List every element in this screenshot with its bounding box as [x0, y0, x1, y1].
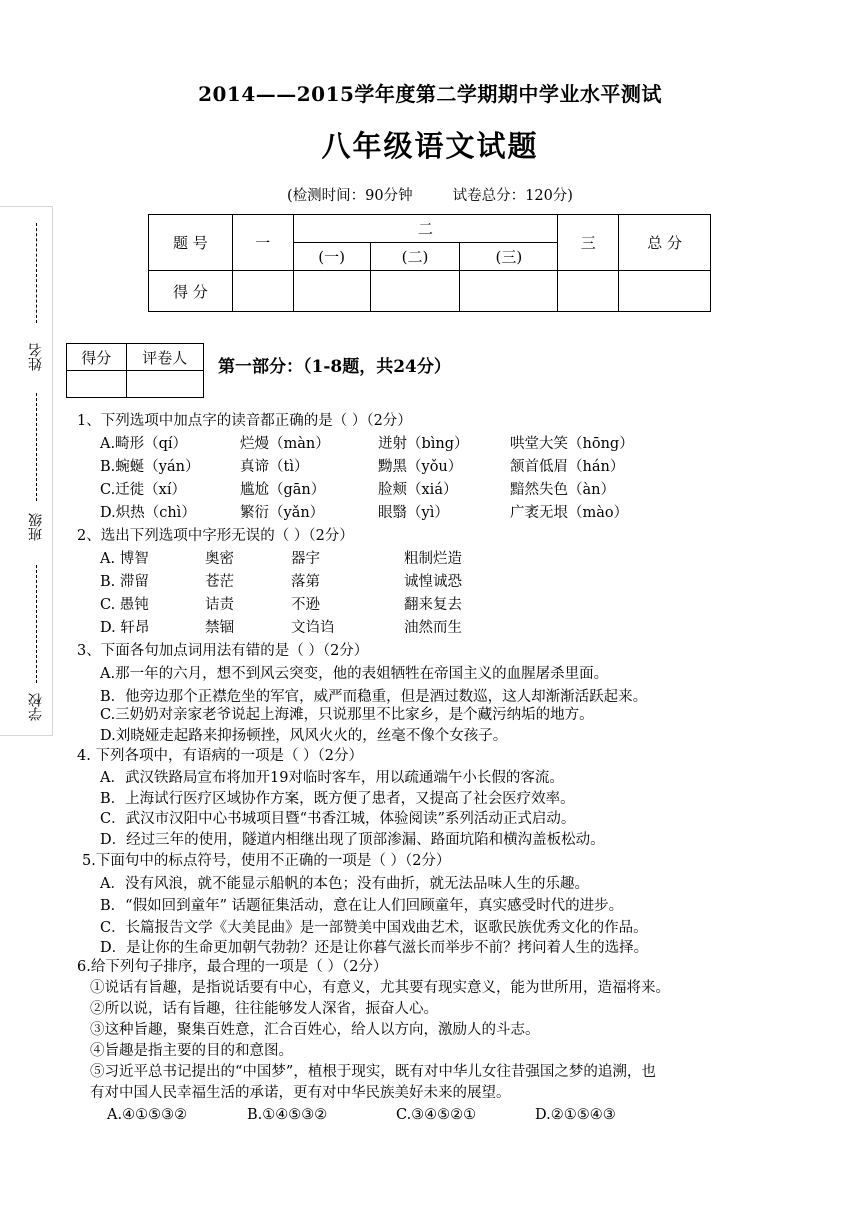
exam-total: 试卷总分：120分)	[452, 188, 573, 204]
q2-cell: 奥密	[205, 551, 234, 567]
score-cell[interactable]	[370, 271, 460, 312]
q3-option-d: D.刘晓娅走起路来抑扬顿挫，风风火火的，丝毫不像个女孩子。	[100, 728, 508, 744]
name-label: 姓名	[28, 343, 44, 371]
q1-cell: 脸颊（xiá）	[378, 482, 458, 498]
score-row-label: 得 分	[149, 271, 233, 312]
section-1-header: 一	[232, 215, 293, 271]
rater-name-cell[interactable]	[126, 371, 203, 398]
q6-sentence: 有对中国人民幸福生活的承诺，更有对中华民族美好未来的展望。	[90, 1085, 511, 1101]
class-label: 班级	[28, 513, 44, 541]
q1-cell: 颔首低眉（hán）	[510, 459, 625, 475]
q1-cell: A.畸形（qí）	[100, 436, 187, 452]
q2-cell: 文诌诌	[291, 620, 335, 636]
q1-cell: 真谛（tì）	[240, 459, 309, 475]
q2-cell: 诚惶诚恐	[404, 574, 462, 590]
score-cell[interactable]	[619, 271, 711, 312]
q1-cell: 烂熳（màn）	[240, 436, 330, 452]
q2-cell: 诘责	[205, 597, 234, 613]
q2-cell: 不逊	[291, 597, 320, 613]
q2-cell: 器宇	[291, 551, 320, 567]
q1-cell: 尴尬（gān）	[240, 482, 326, 498]
question-number-header: 题 号	[149, 215, 233, 271]
score-cell[interactable]	[558, 271, 619, 312]
exam-header: 2014——2015学年度第二学期期中学业水平测试	[198, 82, 662, 106]
question-5-stem: 5.下面句中的标点符号，使用不正确的一项是（ ）（2分）	[82, 853, 451, 869]
total-header: 总 分	[619, 215, 711, 271]
q2-cell: C. 愚钝	[100, 597, 149, 613]
q1-cell: 黝黑（yǒu）	[378, 459, 463, 475]
score-cell[interactable]	[293, 271, 370, 312]
q1-cell: 繁衍（yǎn）	[240, 505, 325, 521]
part-1-heading: 第一部分：（1-8题，共24分）	[218, 357, 451, 377]
rater-table	[66, 343, 204, 398]
q1-cell: 黯然失色（àn）	[510, 482, 615, 498]
q2-cell: 油然而生	[404, 620, 462, 636]
section-2-header: 二	[293, 215, 558, 243]
q2-cell: 禁锢	[205, 620, 234, 636]
q2-cell: 翻来复去	[404, 597, 462, 613]
q5-option-b: B．“假如回到童年” 话题征集活动，意在让人们回顾童年，真实感受时代的进步。	[100, 898, 624, 914]
q2-cell: B. 滞留	[100, 574, 149, 590]
q1-cell: 迸射（bìng）	[378, 436, 469, 452]
binding-margin	[0, 206, 53, 736]
q6-sentence: ③这种旨趣，聚集百姓意，汇合百姓心，给人以方向，激励人的斗志。	[90, 1022, 540, 1038]
q1-cell: 哄堂大笑（hōng）	[510, 436, 634, 452]
q2-cell: 落第	[291, 574, 320, 590]
q2-cell: 苍茫	[205, 574, 234, 590]
dashed-line	[36, 393, 37, 501]
rater-label: 评卷人	[126, 344, 203, 371]
school-label: 学校	[28, 693, 44, 721]
q1-cell: D.炽热（chì）	[100, 505, 196, 521]
question-2-stem: 2、选出下列选项中字形无误的（ ）（2分）	[77, 528, 354, 544]
exam-info	[0, 184, 860, 205]
q3-option-c: C.三奶奶对亲家老爷说起上海滩，只说那里不比家乡，是个藏污纳垢的地方。	[100, 707, 594, 723]
rater-score-cell[interactable]	[67, 371, 127, 398]
section-3-header: 三	[558, 215, 619, 271]
section-2-2-header: (二)	[370, 243, 460, 271]
dashed-line	[36, 223, 37, 323]
q2-cell: D. 轩昂	[100, 620, 150, 636]
q1-cell: C.迁徙（xí）	[100, 482, 187, 498]
q6-sentence: ②所以说，话有旨趣，往往能够发人深省，振奋人心。	[90, 1001, 438, 1017]
q6-sentence: ⑤习近平总书记提出的“中国梦”，植根于现实，既有对中华儿女往昔强国之梦的追溯，也	[90, 1064, 656, 1080]
q4-option-d: D．经过三年的使用，隧道内相继出现了顶部渗漏、路面坑陷和横沟盖板松动。	[100, 832, 605, 848]
q4-option-b: B．上海试行医疗区域协作方案，既方便了患者，又提高了社会医疗效率。	[100, 791, 575, 807]
exam-time: (检测时间：90分钟	[287, 188, 413, 204]
question-4-stem: 4. 下列各项中，有语病的一项是（ ）（2分）	[77, 748, 364, 764]
q1-cell: B.蜿蜒（yán）	[100, 459, 200, 475]
q2-cell: 粗制烂造	[404, 551, 462, 567]
q3-option-a: A.那一年的六月，想不到风云突变，他的表姐牺牲在帝国主义的血腥屠杀里面。	[100, 666, 609, 682]
q4-option-a: A．武汉铁路局宣布将加开19对临时客车，用以疏通端午小长假的客流。	[100, 770, 564, 786]
section-2-1-header: (一)	[293, 243, 370, 271]
q5-option-a: A．没有风浪，就不能显示船帆的本色；没有曲折，就无法品味人生的乐趣。	[100, 876, 589, 892]
q1-cell: 广袤无垠（mào）	[510, 505, 629, 521]
q1-cell: 眼翳（yì）	[378, 505, 449, 521]
q6-choice-d: D.②①⑤④③	[535, 1107, 616, 1123]
q5-option-d: D．是让你的生命更加朝气勃勃？还是让你暮气滋长而举步不前？拷问着人生的选择。	[100, 940, 649, 956]
question-6-stem: 6.给下列句子排序，最合理的一项是（ ）（2分）	[77, 959, 388, 975]
q4-option-c: C．武汉市汉阳中心书城项目暨“书香江城，体验阅读”系列活动正式启动。	[100, 811, 576, 827]
q2-cell: A. 博智	[100, 551, 149, 567]
q6-choice-b: B.①④⑤③②	[247, 1107, 328, 1123]
question-3-stem: 3、下面各句加点词用法有错的是（ ）（2分）	[77, 643, 369, 659]
exam-title: 八年级语文试题	[321, 129, 539, 163]
q6-choice-c: C.③④⑤②①	[396, 1107, 477, 1123]
q5-option-c: C．长篇报告文学《大美昆曲》是一部赞美中国戏曲艺术，讴歌民族优秀文化的作品。	[100, 920, 648, 936]
section-2-3-header: (三)	[460, 243, 558, 271]
rater-score-label: 得分	[67, 344, 127, 371]
score-cell[interactable]	[460, 271, 558, 312]
q6-sentence: ④旨趣是指主要的目的和意图。	[90, 1043, 293, 1059]
score-table	[148, 214, 711, 312]
dashed-line	[36, 565, 37, 683]
q6-sentence: ①说话有旨趣，是指说话要有中心，有意义，尤其要有现实意义，能为世所用，造福将来。	[90, 980, 670, 996]
q6-choice-a: A.④①⑤③②	[107, 1107, 188, 1123]
score-cell[interactable]	[232, 271, 293, 312]
question-1-stem: 1、下列选项中加点字的读音都正确的是（ ）（2分）	[77, 413, 412, 429]
q3-option-b: B．他旁边那个正襟危坐的军官，威严而稳重，但是酒过数巡，这人却渐渐活跃起来。	[100, 689, 648, 705]
